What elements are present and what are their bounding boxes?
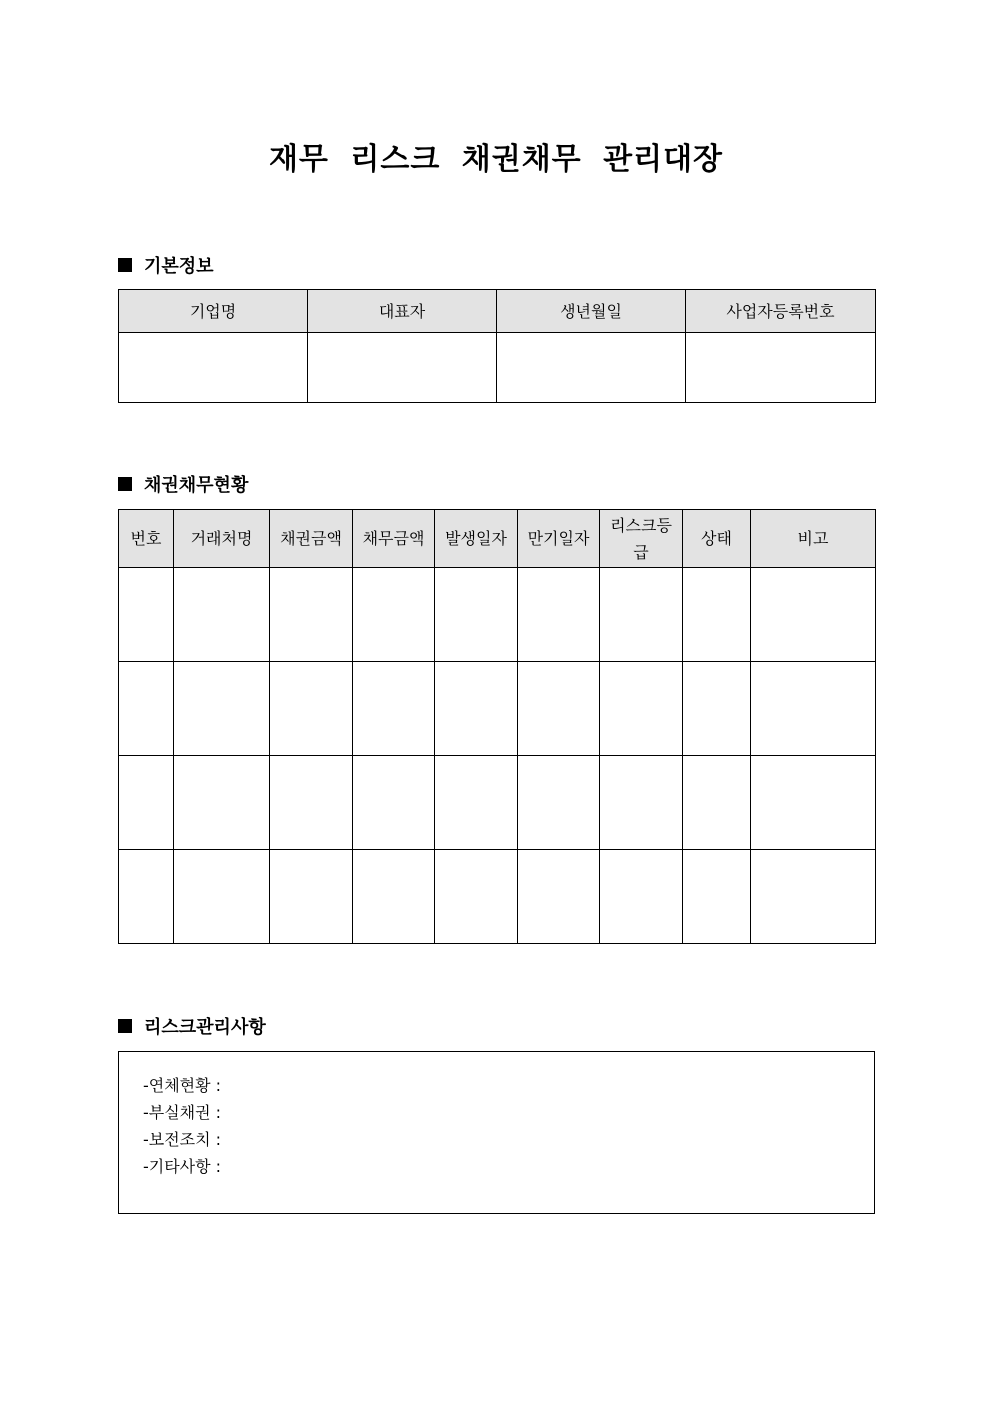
table-row [119, 568, 876, 662]
cell-representative[interactable] [308, 333, 497, 403]
cell[interactable] [353, 850, 435, 944]
list-item-overdue-status: -연체현황 : [143, 1076, 222, 1095]
header-occurrence-date: 발생일자 [435, 510, 518, 568]
cell[interactable] [353, 662, 435, 756]
cell-company-name[interactable] [119, 333, 308, 403]
risk-management-box[interactable] [118, 1051, 875, 1214]
cell[interactable] [518, 662, 600, 756]
cell[interactable] [174, 662, 270, 756]
header-number: 번호 [119, 510, 174, 568]
cell[interactable] [119, 568, 174, 662]
cell[interactable] [353, 756, 435, 850]
cell[interactable] [751, 662, 876, 756]
header-business-number: 사업자등록번호 [686, 290, 876, 333]
list-item-other-matters: -기타사항 : [143, 1157, 222, 1176]
cell[interactable] [270, 850, 353, 944]
cell[interactable] [435, 756, 518, 850]
section-heading-label: 채권채무현황 [144, 475, 249, 496]
square-bullet-icon [118, 477, 132, 491]
section-heading-label: 기본정보 [144, 256, 214, 277]
header-due-date: 만기일자 [518, 510, 600, 568]
cell[interactable] [270, 756, 353, 850]
cell[interactable] [683, 662, 751, 756]
cell-birth-date[interactable] [497, 333, 686, 403]
cell[interactable] [119, 756, 174, 850]
cell[interactable] [353, 568, 435, 662]
cell[interactable] [683, 850, 751, 944]
cell[interactable] [518, 756, 600, 850]
cell[interactable] [751, 568, 876, 662]
header-risk-grade: 리스크등급 [600, 510, 683, 568]
risk-management-list [119, 1052, 874, 1180]
cell[interactable] [435, 850, 518, 944]
square-bullet-icon [118, 1019, 132, 1033]
cell[interactable] [683, 568, 751, 662]
list-item-bad-debt: -부실채권 : [143, 1103, 222, 1122]
header-representative: 대표자 [308, 290, 497, 333]
cell[interactable] [119, 662, 174, 756]
table-row [119, 333, 876, 403]
cell[interactable] [435, 662, 518, 756]
header-payable-amount: 채무금액 [353, 510, 435, 568]
basic-info-table [118, 289, 876, 403]
cell[interactable] [600, 662, 683, 756]
section-heading-debt-status [118, 472, 248, 496]
cell[interactable] [751, 756, 876, 850]
cell[interactable] [683, 756, 751, 850]
cell[interactable] [600, 850, 683, 944]
square-bullet-icon [118, 258, 132, 272]
cell[interactable] [518, 850, 600, 944]
debt-status-table [118, 509, 876, 944]
header-client-name: 거래처명 [174, 510, 270, 568]
cell[interactable] [270, 568, 353, 662]
header-remarks: 비고 [751, 510, 876, 568]
cell[interactable] [174, 756, 270, 850]
cell[interactable] [270, 662, 353, 756]
table-row [119, 850, 876, 944]
section-heading-label: 리스크관리사항 [144, 1017, 266, 1038]
cell[interactable] [751, 850, 876, 944]
cell[interactable] [435, 568, 518, 662]
cell[interactable] [600, 568, 683, 662]
header-receivable-amount: 채권금액 [270, 510, 353, 568]
cell[interactable] [119, 850, 174, 944]
cell[interactable] [600, 756, 683, 850]
section-heading-basic-info [118, 253, 214, 277]
table-row [119, 662, 876, 756]
header-birth-date: 생년월일 [497, 290, 686, 333]
table-header-row [119, 510, 876, 568]
header-status: 상태 [683, 510, 751, 568]
header-company-name: 기업명 [119, 290, 308, 333]
cell-business-number[interactable] [686, 333, 876, 403]
section-heading-risk-management [118, 1014, 266, 1038]
cell[interactable] [174, 568, 270, 662]
table-header-row [119, 290, 876, 333]
list-item-preservation-measures: -보전조치 : [143, 1130, 222, 1149]
cell[interactable] [518, 568, 600, 662]
table-row [119, 756, 876, 850]
cell[interactable] [174, 850, 270, 944]
page-title: 재무 리스크 채권채무 관리대장 [268, 142, 724, 177]
